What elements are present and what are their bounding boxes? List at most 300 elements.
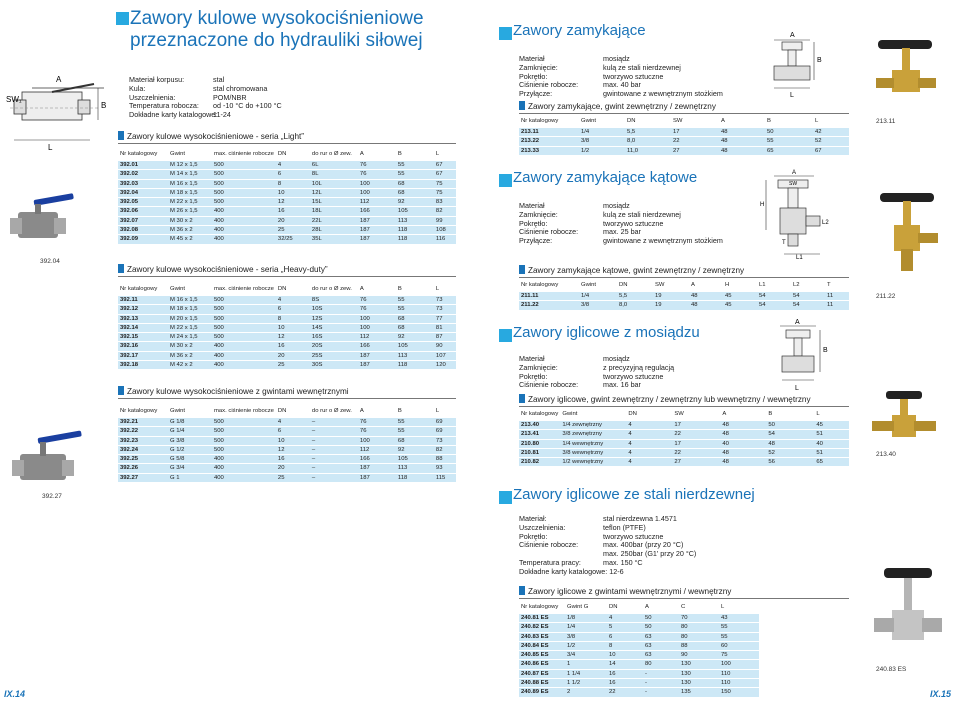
table-cell: 392.07	[118, 216, 168, 225]
table-cell: 392.03	[118, 179, 168, 188]
light-series-table: Nr katalogowy Gwint max. ciśnienie robocze DN do rur o Ø zew. A B L 392.01 M 12 x 1,5 500 4 6L 76 55 67 392.02 M 14 x 1,5 500 6 8L 76 55 67 392.03 M 16 x 1,5 500 8 10L 100 68 75 392.04 M 18 x 1,5 500 10 12L 100 68 75 392.05 M 22 x 1,5 500 12 15L 112 92 83 392.06 M 26 x 1,5 400 16 18L 166 105 82 392.07 M 30 x 2 400 20 22L 187 113 99 392.08 M 36 x 2 400 25 28L 187 118 108 392.09 M 45 x 2 400 32/25 35L 187 118 116	[118, 151, 456, 245]
table-cell: G 1/4	[168, 427, 212, 436]
table-row	[519, 128, 849, 137]
table-row	[519, 439, 849, 448]
valve-photo-392-04	[8, 192, 78, 252]
table-cell: 50	[766, 421, 814, 430]
table-cell: 77	[434, 314, 456, 323]
table-cell: -	[643, 688, 679, 697]
table-cell: 45	[723, 292, 757, 301]
caption-211-22: 211.22	[876, 293, 896, 300]
table-cell: 5,5	[625, 128, 671, 137]
table-cell: G 3/8	[168, 436, 212, 445]
valve-photo-211-22	[870, 185, 950, 285]
table-cell: 76	[358, 296, 396, 305]
table-cell: 52	[813, 137, 849, 146]
table-row	[519, 660, 759, 669]
needle-steel-title: Zawory iglicowe ze stali nierdzewnej	[513, 486, 755, 503]
table-cell: 210.82	[519, 458, 560, 467]
table-cell: 1/2	[565, 641, 607, 650]
svg-text:SW: SW	[789, 181, 798, 187]
table-cell: 1 1/4	[565, 669, 607, 678]
table-cell: 54	[757, 292, 791, 301]
table-cell: 68	[396, 323, 434, 332]
table-cell: 51	[814, 448, 849, 457]
svg-text:H: H	[760, 202, 765, 208]
table-cell: 392.02	[118, 170, 168, 179]
table-cell: 4	[276, 418, 310, 427]
table-row	[118, 179, 456, 188]
table-row	[519, 688, 759, 697]
table-cell: 113	[396, 216, 434, 225]
table-cell: 10	[276, 188, 310, 197]
table-cell: 10	[276, 436, 310, 445]
table-cell: 392.01	[118, 161, 168, 170]
table-cell: 14	[607, 660, 643, 669]
table-cell: 56	[766, 458, 814, 467]
table-row	[118, 198, 456, 207]
title-marker	[499, 27, 512, 40]
table-cell: 4	[276, 161, 310, 170]
table-row	[519, 137, 849, 146]
table-cell: 100	[719, 660, 759, 669]
table-cell: 80	[643, 660, 679, 669]
angle-valves-heading: Zawory zamykające kątowe, gwint zewnętrzny / zewnętrzny	[519, 265, 744, 276]
table-cell: 11	[825, 292, 849, 301]
table-row	[519, 146, 849, 155]
table-cell: G 5/8	[168, 455, 212, 464]
closing-valve-diagram	[760, 30, 830, 100]
table-cell: 12L	[310, 188, 358, 197]
table-cell: M 45 x 2	[168, 235, 212, 244]
table-row	[118, 226, 456, 235]
table-cell: 392.26	[118, 464, 168, 473]
table-cell: 17	[672, 421, 720, 430]
table-cell: 76	[358, 170, 396, 179]
table-cell: 400	[212, 351, 276, 360]
table-cell: 20	[276, 464, 310, 473]
table-cell: 73	[434, 296, 456, 305]
table-row	[519, 292, 849, 301]
table-cell: M 30 x 2	[168, 216, 212, 225]
table-cell: 48	[720, 458, 766, 467]
svg-text:A: A	[795, 319, 800, 326]
table-row	[519, 448, 849, 457]
table-cell: 81	[434, 323, 456, 332]
table-cell: M 12 x 1,5	[168, 161, 212, 170]
valve-photo-213-40	[868, 385, 954, 455]
table-cell: 113	[396, 464, 434, 473]
needle-brass-diagram	[770, 318, 834, 392]
table-row	[118, 418, 456, 427]
table-cell: 400	[212, 226, 276, 235]
table-cell: 400	[212, 361, 276, 370]
title-line-1: Zawory kulowe wysokociśnieniowe	[130, 8, 424, 29]
table-row	[118, 323, 456, 332]
table-cell: 90	[434, 342, 456, 351]
internal-series-table: Nr katalogowy Gwint max. ciśnienie robocze DN do rur o Ø zew. A B L 392.21 G 1/8 500 4 – 76 55 69 392.22 G 1/4 500 6 – 76 55 69 392.23 G 3/8 500 10 – 100 68 73 392.24 G 1/2 500 12 – 112 92 82 392.25 G 5/8 400 16 – 166 105 88 392.26 G 3/4 400 20 – 187 113 93 392.27 G 1 400 25 – 187 118 115	[118, 408, 456, 483]
caption-213-11: 213.11	[876, 118, 896, 125]
table-row	[118, 445, 456, 454]
table-cell: 55	[765, 137, 813, 146]
table-cell: 54	[791, 292, 825, 301]
table-cell: –	[310, 418, 358, 427]
table-cell: 4	[626, 439, 672, 448]
title-marker	[499, 491, 512, 504]
table-cell: 112	[358, 333, 396, 342]
svg-text:A: A	[792, 170, 797, 176]
table-cell: 8	[276, 314, 310, 323]
table-row	[118, 161, 456, 170]
needle-brass-table: Nr katalogowy Gwint DN SW A B L 213.40 1/4 zewnętrzny 4 17 48 50 45 213.41 3/8 zewnętrzny 4 22 48 54 51 210.80 1/4 wewnętrzny 4 17 40 48 40 210.81 3/8 wewnętrzny 4 22 48 52 51 210.82 1/2 wewnętrzny 4 27 48 56 65	[519, 411, 849, 467]
table-cell: 118	[396, 226, 434, 235]
table-cell: 150	[719, 688, 759, 697]
table-cell: 4	[626, 458, 672, 467]
table-cell: M 14 x 1,5	[168, 170, 212, 179]
needle-brass-title: Zawory iglicowe z mosiądzu	[513, 324, 700, 341]
table-row	[519, 421, 849, 430]
angle-valves-title: Zawory zamykające kątowe	[513, 169, 698, 186]
table-cell: 42	[813, 128, 849, 137]
table-cell: 187	[358, 351, 396, 360]
table-cell: 52	[766, 448, 814, 457]
table-cell: 27	[672, 458, 720, 467]
table-cell: 240.87 ES	[519, 669, 565, 678]
needle-brass-props: Materiał mosiądz Zamknięcie: z precyzyjną regulacją Pokrętło: tworzywo sztuczne Ciśnienie robocze: max. 16 bar	[519, 354, 675, 390]
needle-steel-heading: Zawory iglicowe z gwintami wewnętrznymi / wewnętrzny	[519, 586, 731, 597]
table-cell: 1/4	[579, 292, 617, 301]
table-cell: 392.08	[118, 226, 168, 235]
table-cell: 8L	[310, 170, 358, 179]
table-cell: 18L	[310, 207, 358, 216]
table-cell: 112	[358, 198, 396, 207]
table-cell: 400	[212, 235, 276, 244]
table-row	[519, 458, 849, 467]
table-row	[118, 436, 456, 445]
table-cell: M 18 x 1,5	[168, 188, 212, 197]
table-cell: 87	[434, 333, 456, 342]
table-row	[519, 651, 759, 660]
table-cell: 73	[434, 305, 456, 314]
table-cell: 110	[719, 679, 759, 688]
table-cell: 213.11	[519, 128, 579, 137]
table-cell: 55	[719, 632, 759, 641]
table-cell: 11,0	[625, 146, 671, 155]
table-cell: 187	[358, 216, 396, 225]
table-cell: 130	[679, 679, 719, 688]
table-cell: 100	[358, 323, 396, 332]
table-cell: 90	[679, 651, 719, 660]
table-cell: M 26 x 1,5	[168, 207, 212, 216]
table-cell: 392.06	[118, 207, 168, 216]
table-cell: 19	[653, 292, 689, 301]
table-cell: 1/4 wewnętrzny	[560, 439, 626, 448]
table-cell: 63	[643, 632, 679, 641]
table-cell: 16	[607, 669, 643, 678]
closing-valves-props: Materiał mosiądz Zamknięcie: kulą ze stali nierdzewnej Pokrętło: tworzywo sztuczne Ciśnienie robocze: max. 40 bar Przyłącze: gwintowane z wewnętrznym stożkiem	[519, 54, 723, 99]
table-cell: 213.41	[519, 430, 560, 439]
table-cell: 8,0	[617, 301, 653, 310]
needle-steel-table: Nr katalogowy Gwint G DN A C L 240.81 ES 1/8 4 50 70 43 240.82 ES 1/4 5 50 80 55 240.83 ES 3/8 6 63 80 55 240.84 ES 1/2 8 63 88 60 240.85 ES 3/4 10 63 90 75 240.86 ES 1 14 80 130 100 240.87 ES 1 1/4 16 - 130 110 240.88 ES 1 1/2 16 - 130 110 240.89 ES 2 22 - 135 150	[519, 604, 759, 698]
closing-valves-heading: Zawory zamykające, gwint zewnętrzny / zewnętrzny	[519, 101, 716, 112]
table-row	[118, 351, 456, 360]
table-cell: 240.84 ES	[519, 641, 565, 650]
table-cell: 211.11	[519, 292, 579, 301]
table-cell: 240.88 ES	[519, 679, 565, 688]
table-cell: M 16 x 1,5	[168, 296, 212, 305]
table-cell: 187	[358, 226, 396, 235]
table-cell: 65	[765, 146, 813, 155]
table-cell: 187	[358, 235, 396, 244]
table-cell: 100	[358, 188, 396, 197]
table-cell: 105	[396, 455, 434, 464]
table-cell: 130	[679, 669, 719, 678]
table-cell: 213.22	[519, 137, 579, 146]
table-cell: 3/8	[579, 301, 617, 310]
table-cell: 40	[814, 439, 849, 448]
table-cell: 1/4 zewnętrzny	[560, 421, 626, 430]
table-cell: 76	[358, 161, 396, 170]
table-cell: 48	[719, 146, 765, 155]
table-cell: 400	[212, 464, 276, 473]
svg-text:L2: L2	[822, 220, 829, 226]
table-cell: 400	[212, 207, 276, 216]
table-cell: 51	[814, 430, 849, 439]
table-cell: 213.33	[519, 146, 579, 155]
table-cell: –	[310, 464, 358, 473]
table-cell: 392.18	[118, 361, 168, 370]
table-cell: 187	[358, 464, 396, 473]
table-cell: 48	[720, 430, 766, 439]
table-cell: -	[643, 669, 679, 678]
table-cell: 55	[396, 296, 434, 305]
table-row	[519, 614, 759, 623]
table-cell: M 16 x 1,5	[168, 179, 212, 188]
table-cell: 392.17	[118, 351, 168, 360]
table-cell: M 18 x 1,5	[168, 305, 212, 314]
table-cell: 392.15	[118, 333, 168, 342]
table-cell: 3/8	[565, 632, 607, 641]
table-cell: G 1	[168, 473, 212, 482]
table-cell: 118	[396, 361, 434, 370]
table-cell: 500	[212, 323, 276, 332]
table-cell: 4	[276, 296, 310, 305]
table-cell: 73	[434, 436, 456, 445]
table-cell: 500	[212, 445, 276, 454]
table-cell: 8	[276, 179, 310, 188]
table-row	[118, 216, 456, 225]
table-cell: 107	[434, 351, 456, 360]
table-cell: 12	[276, 333, 310, 342]
table-cell: 211.22	[519, 301, 579, 310]
table-cell: 16S	[310, 333, 358, 342]
table-cell: 92	[396, 198, 434, 207]
table-cell: 130	[679, 660, 719, 669]
table-cell: 80	[679, 632, 719, 641]
table-cell: 54	[791, 301, 825, 310]
table-row	[519, 301, 849, 310]
table-row	[519, 669, 759, 678]
table-cell: 25S	[310, 351, 358, 360]
table-cell: 48	[689, 292, 723, 301]
table-cell: 17	[672, 439, 720, 448]
table-cell: 11	[825, 301, 849, 310]
table-cell: M 22 x 1,5	[168, 198, 212, 207]
table-cell: 500	[212, 436, 276, 445]
table-cell: 14S	[310, 323, 358, 332]
heavy-series-table: Nr katalogowy Gwint max. ciśnienie robocze DN do rur o Ø zew. A B L 392.11 M 16 x 1,5 500 4 8S 76 55 73 392.12 M 18 x 1,5 500 6 10S 76 55 73 392.13 M 20 x 1,5 500 8 12S 100 68 77 392.14 M 22 x 1,5 500 10 14S 100 68 81 392.15 M 24 x 1,5 500 12 16S 112 92 87 392.16 M 30 x 2 400 16 20S 166 105 90 392.17 M 36 x 2 400 20 25S 187 113 107 392.18 M 42 x 2 400 25 30S 187 118 120	[118, 286, 456, 370]
table-cell: 120	[434, 361, 456, 370]
svg-text:T: T	[782, 240, 786, 246]
table-row	[519, 679, 759, 688]
caption-392-27: 392.27	[42, 493, 62, 500]
table-cell: 68	[396, 436, 434, 445]
needle-steel-props: Materiał: stal nierdzewna 1.4571 Uszczelnienia: teflon (PTFE) Pokrętło: tworzywo sztuczne Ciśnienie robocze: max. 400bar (przy 20 °C) max. 250bar (G1' przy 20 °C) Temperatura pracy: max. 150 °C Dokładne karty katalogowe: 12-6	[519, 514, 697, 576]
table-cell: 48	[689, 301, 723, 310]
table-cell: 54	[757, 301, 791, 310]
table-cell: 16	[276, 455, 310, 464]
table-row	[118, 296, 456, 305]
valve-photo-240-83-es	[870, 560, 950, 665]
table-cell: 69	[434, 427, 456, 436]
table-cell: –	[310, 445, 358, 454]
table-cell: 15L	[310, 198, 358, 207]
table-cell: 20	[276, 351, 310, 360]
table-cell: 17	[671, 128, 719, 137]
angle-valve-diagram	[760, 168, 832, 260]
table-cell: 48	[766, 439, 814, 448]
table-cell: 10S	[310, 305, 358, 314]
table-row	[118, 305, 456, 314]
table-cell: 27	[671, 146, 719, 155]
table-cell: 392.27	[118, 473, 168, 482]
table-cell: 60	[719, 641, 759, 650]
table-row	[118, 464, 456, 473]
table-cell: 118	[396, 473, 434, 482]
angle-valves-props: Materiał mosiądz Zamknięcie: kulą ze stali nierdzewnej Pokrętło: tworzywo sztuczne Ciśnienie robocze: max. 25 bar Przyłącze: gwintowane z wewnętrznym stożkiem	[519, 201, 723, 246]
table-cell: 55	[396, 161, 434, 170]
table-cell: 500	[212, 161, 276, 170]
closing-valves-table: Nr katalogowy Gwint DN SW A B L 213.11 1/4 5,5 17 48 50 42 213.22 3/8 8,0 22 48 55 52 213.33 1/2 11,0 27 48 65 67	[519, 118, 849, 156]
table-cell: 6	[607, 632, 643, 641]
dim-a: A	[56, 75, 62, 84]
table-cell: 392.04	[118, 188, 168, 197]
table-row	[118, 361, 456, 370]
table-cell: 82	[434, 207, 456, 216]
dim-b: B	[101, 101, 107, 110]
table-cell: 20S	[310, 342, 358, 351]
table-cell: G 1/8	[168, 418, 212, 427]
table-cell: 500	[212, 314, 276, 323]
table-cell: 110	[719, 669, 759, 678]
table-cell: M 20 x 1,5	[168, 314, 212, 323]
table-cell: 116	[434, 235, 456, 244]
table-cell: 392.09	[118, 235, 168, 244]
svg-text:B: B	[817, 57, 822, 64]
table-cell: 6	[276, 305, 310, 314]
table-cell: 500	[212, 333, 276, 342]
table-cell: 70	[679, 614, 719, 623]
heavy-series-heading: Zawory kulowe wysokociśnieniowe - seria „Heavy-duty”	[118, 264, 328, 275]
table-cell: 1	[565, 660, 607, 669]
table-cell: 3/8	[579, 137, 625, 146]
table-cell: 105	[396, 207, 434, 216]
title-marker	[116, 12, 129, 25]
table-cell: 22	[607, 688, 643, 697]
table-cell: 100	[358, 179, 396, 188]
svg-text:L: L	[795, 385, 799, 392]
table-cell: G 3/4	[168, 464, 212, 473]
table-cell: 67	[434, 170, 456, 179]
page-number-right: IX.15	[930, 689, 952, 699]
table-cell: M 42 x 2	[168, 361, 212, 370]
table-cell: –	[310, 427, 358, 436]
table-cell: 392.21	[118, 418, 168, 427]
table-cell: 392.24	[118, 445, 168, 454]
angle-valves-table: Nr katalogowy Gwint DN SW A H L1 L2 T 211.11 1/4 5,5 19 48 45 54 54 11 211.22 3/8 8,0 19 48 45 54 54 11	[519, 282, 849, 311]
table-cell: 76	[358, 418, 396, 427]
table-cell: M 36 x 2	[168, 226, 212, 235]
table-cell: 240.85 ES	[519, 651, 565, 660]
table-cell: 500	[212, 179, 276, 188]
table-cell: 22	[671, 137, 719, 146]
table-row	[519, 641, 759, 650]
table-cell: 10	[607, 651, 643, 660]
table-cell: –	[310, 455, 358, 464]
table-cell: 113	[396, 351, 434, 360]
title-line-2: przeznaczone do hydrauliki siłowej	[130, 30, 423, 51]
table-cell: 400	[212, 342, 276, 351]
table-cell: 3/8 wewnętrzny	[560, 448, 626, 457]
table-cell: 1/2 wewnętrzny	[560, 458, 626, 467]
table-cell: 400	[212, 455, 276, 464]
table-cell: 210.80	[519, 439, 560, 448]
table-cell: 22	[672, 430, 720, 439]
table-row	[519, 430, 849, 439]
table-cell: 8S	[310, 296, 358, 305]
table-cell: 213.40	[519, 421, 560, 430]
svg-text:A: A	[790, 32, 795, 39]
table-cell: 4	[626, 448, 672, 457]
table-cell: 500	[212, 198, 276, 207]
table-cell: 35L	[310, 235, 358, 244]
table-cell: 45	[723, 301, 757, 310]
table-cell: 67	[813, 146, 849, 155]
table-cell: 166	[358, 207, 396, 216]
table-cell: 6L	[310, 161, 358, 170]
table-cell: 166	[358, 342, 396, 351]
table-cell: 5,5	[617, 292, 653, 301]
table-cell: 30S	[310, 361, 358, 370]
table-cell: 63	[643, 651, 679, 660]
table-cell: 6	[276, 170, 310, 179]
table-cell: 55	[396, 170, 434, 179]
valve-photo-392-27	[8, 430, 88, 490]
table-cell: 69	[434, 418, 456, 427]
table-cell: 3/8 zewnętrzny	[560, 430, 626, 439]
table-cell: 32/25	[276, 235, 310, 244]
table-row	[118, 342, 456, 351]
table-cell: 55	[396, 305, 434, 314]
table-cell: 25	[276, 473, 310, 482]
table-cell: 12	[276, 445, 310, 454]
table-cell: 88	[679, 641, 719, 650]
table-cell: 1/4	[579, 128, 625, 137]
table-cell: 392.13	[118, 314, 168, 323]
table-cell: 19	[653, 301, 689, 310]
title-marker	[499, 174, 512, 187]
table-cell: 115	[434, 473, 456, 482]
